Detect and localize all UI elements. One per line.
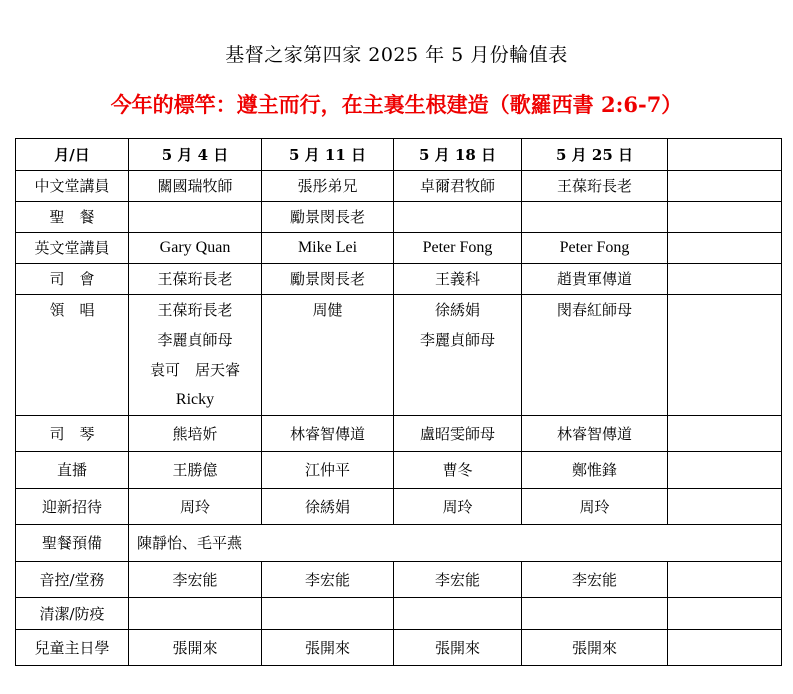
table-cell: 王葆珩長老 (129, 264, 262, 295)
table-cell: 王勝億 (129, 452, 262, 489)
table-cell (668, 295, 782, 416)
table-row (16, 489, 782, 525)
header-cell: 5 月 25 日 (522, 139, 668, 171)
table-cell: Mike Lei (262, 233, 394, 264)
table-cell: 張開來 (394, 630, 522, 666)
table-cell (394, 202, 522, 233)
document-subtitle: 今年的標竿：遵主而行，在主裏生根建造（歌羅西書 2:6-7） (110, 92, 683, 117)
cell-line: 李麗貞師母 (419, 331, 495, 349)
table-row (16, 562, 782, 598)
header-cell: 月/日 (16, 139, 129, 171)
table-cell (129, 202, 262, 233)
table-cell: 卓爾君牧師 (394, 171, 522, 202)
table-cell (668, 202, 782, 233)
table-row (16, 630, 782, 666)
row-label: 直播 (16, 452, 129, 489)
table-cell: 周玲 (129, 489, 262, 525)
table-cell: Peter Fong (394, 233, 522, 264)
table-cell: 王葆珩長老 (522, 171, 668, 202)
table-row (16, 264, 782, 295)
table-row (16, 171, 782, 202)
table-row (16, 295, 782, 416)
cell-line: 閔春紅師母 (556, 301, 632, 319)
table-cell: 周玲 (394, 489, 522, 525)
table-cell: 李宏能 (522, 562, 668, 598)
table-cell: 勵景閔長老 (262, 202, 394, 233)
table-cell (668, 489, 782, 525)
table-cell: 張開來 (129, 630, 262, 666)
cell-line: 徐綉娟 (434, 301, 480, 319)
row-label: 兒童主日學 (16, 630, 129, 666)
row-label: 清潔/防疫 (16, 598, 129, 630)
table-cell (522, 598, 668, 630)
table-cell (129, 295, 262, 416)
table-cell (668, 598, 782, 630)
table-cell (522, 295, 668, 416)
row-label: 聖 餐 (16, 202, 129, 233)
table-cell: 趙貴軍傳道 (522, 264, 668, 295)
table-cell: 李宏能 (394, 562, 522, 598)
table-cell: 林睿智傳道 (262, 416, 394, 452)
table-cell (522, 202, 668, 233)
row-label: 中文堂講員 (16, 171, 129, 202)
table-header-row (16, 139, 782, 171)
table-cell (668, 171, 782, 202)
cell-line: 周健 (312, 301, 343, 319)
table-cell: 周玲 (522, 489, 668, 525)
cell-line: 袁可 居天睿 (149, 361, 240, 379)
header-cell: 5 月 18 日 (394, 139, 522, 171)
row-label: 英文堂講員 (16, 233, 129, 264)
table-cell: 王義科 (394, 264, 522, 295)
table-cell (394, 295, 522, 416)
row-label: 音控/堂務 (16, 562, 129, 598)
row-label: 司 琴 (16, 416, 129, 452)
table-cell (262, 598, 394, 630)
table-cell: 張開來 (522, 630, 668, 666)
merged-cell: 陳靜怡、毛平燕 (129, 525, 782, 562)
table-row (16, 598, 782, 630)
row-label: 聖餐預備 (16, 525, 129, 562)
cell-line: 李麗貞師母 (157, 331, 233, 349)
table-cell (668, 416, 782, 452)
row-label: 領 唱 (16, 295, 129, 416)
table-cell (668, 264, 782, 295)
table-row (16, 233, 782, 264)
table-cell: 熊培妡 (129, 416, 262, 452)
table-cell: 勵景閔長老 (262, 264, 394, 295)
table-cell: 林睿智傳道 (522, 416, 668, 452)
table-cell: 李宏能 (129, 562, 262, 598)
table-cell (129, 598, 262, 630)
table-cell (668, 452, 782, 489)
table-cell (668, 562, 782, 598)
table-cell: 盧昭雯師母 (394, 416, 522, 452)
roster-table (15, 138, 782, 666)
table-cell: Peter Fong (522, 233, 668, 264)
header-cell: 5 月 11 日 (262, 139, 394, 171)
row-label: 司 會 (16, 264, 129, 295)
table-cell: 鄭惟鋒 (522, 452, 668, 489)
cell-line: 王葆珩長老 (157, 301, 233, 319)
table-cell: 江仲平 (262, 452, 394, 489)
document-title: 基督之家第四家 2025 年 5 月份輪值表 (225, 44, 568, 66)
table-cell: Gary Quan (129, 233, 262, 264)
table-cell: 徐綉娟 (262, 489, 394, 525)
table-row (16, 452, 782, 489)
table-cell: 張彤弟兄 (262, 171, 394, 202)
table-row (16, 416, 782, 452)
row-label: 迎新招待 (16, 489, 129, 525)
table-cell (262, 295, 394, 416)
header-cell (668, 139, 782, 171)
cell-line: Ricky (175, 391, 215, 408)
header-cell: 5 月 4 日 (129, 139, 262, 171)
table-cell (668, 233, 782, 264)
table-cell: 李宏能 (262, 562, 394, 598)
table-cell (394, 598, 522, 630)
table-cell: 曹冬 (394, 452, 522, 489)
table-cell (668, 630, 782, 666)
table-row (16, 202, 782, 233)
table-cell: 張開來 (262, 630, 394, 666)
table-row (16, 525, 782, 562)
table-cell: 關國瑞牧師 (129, 171, 262, 202)
